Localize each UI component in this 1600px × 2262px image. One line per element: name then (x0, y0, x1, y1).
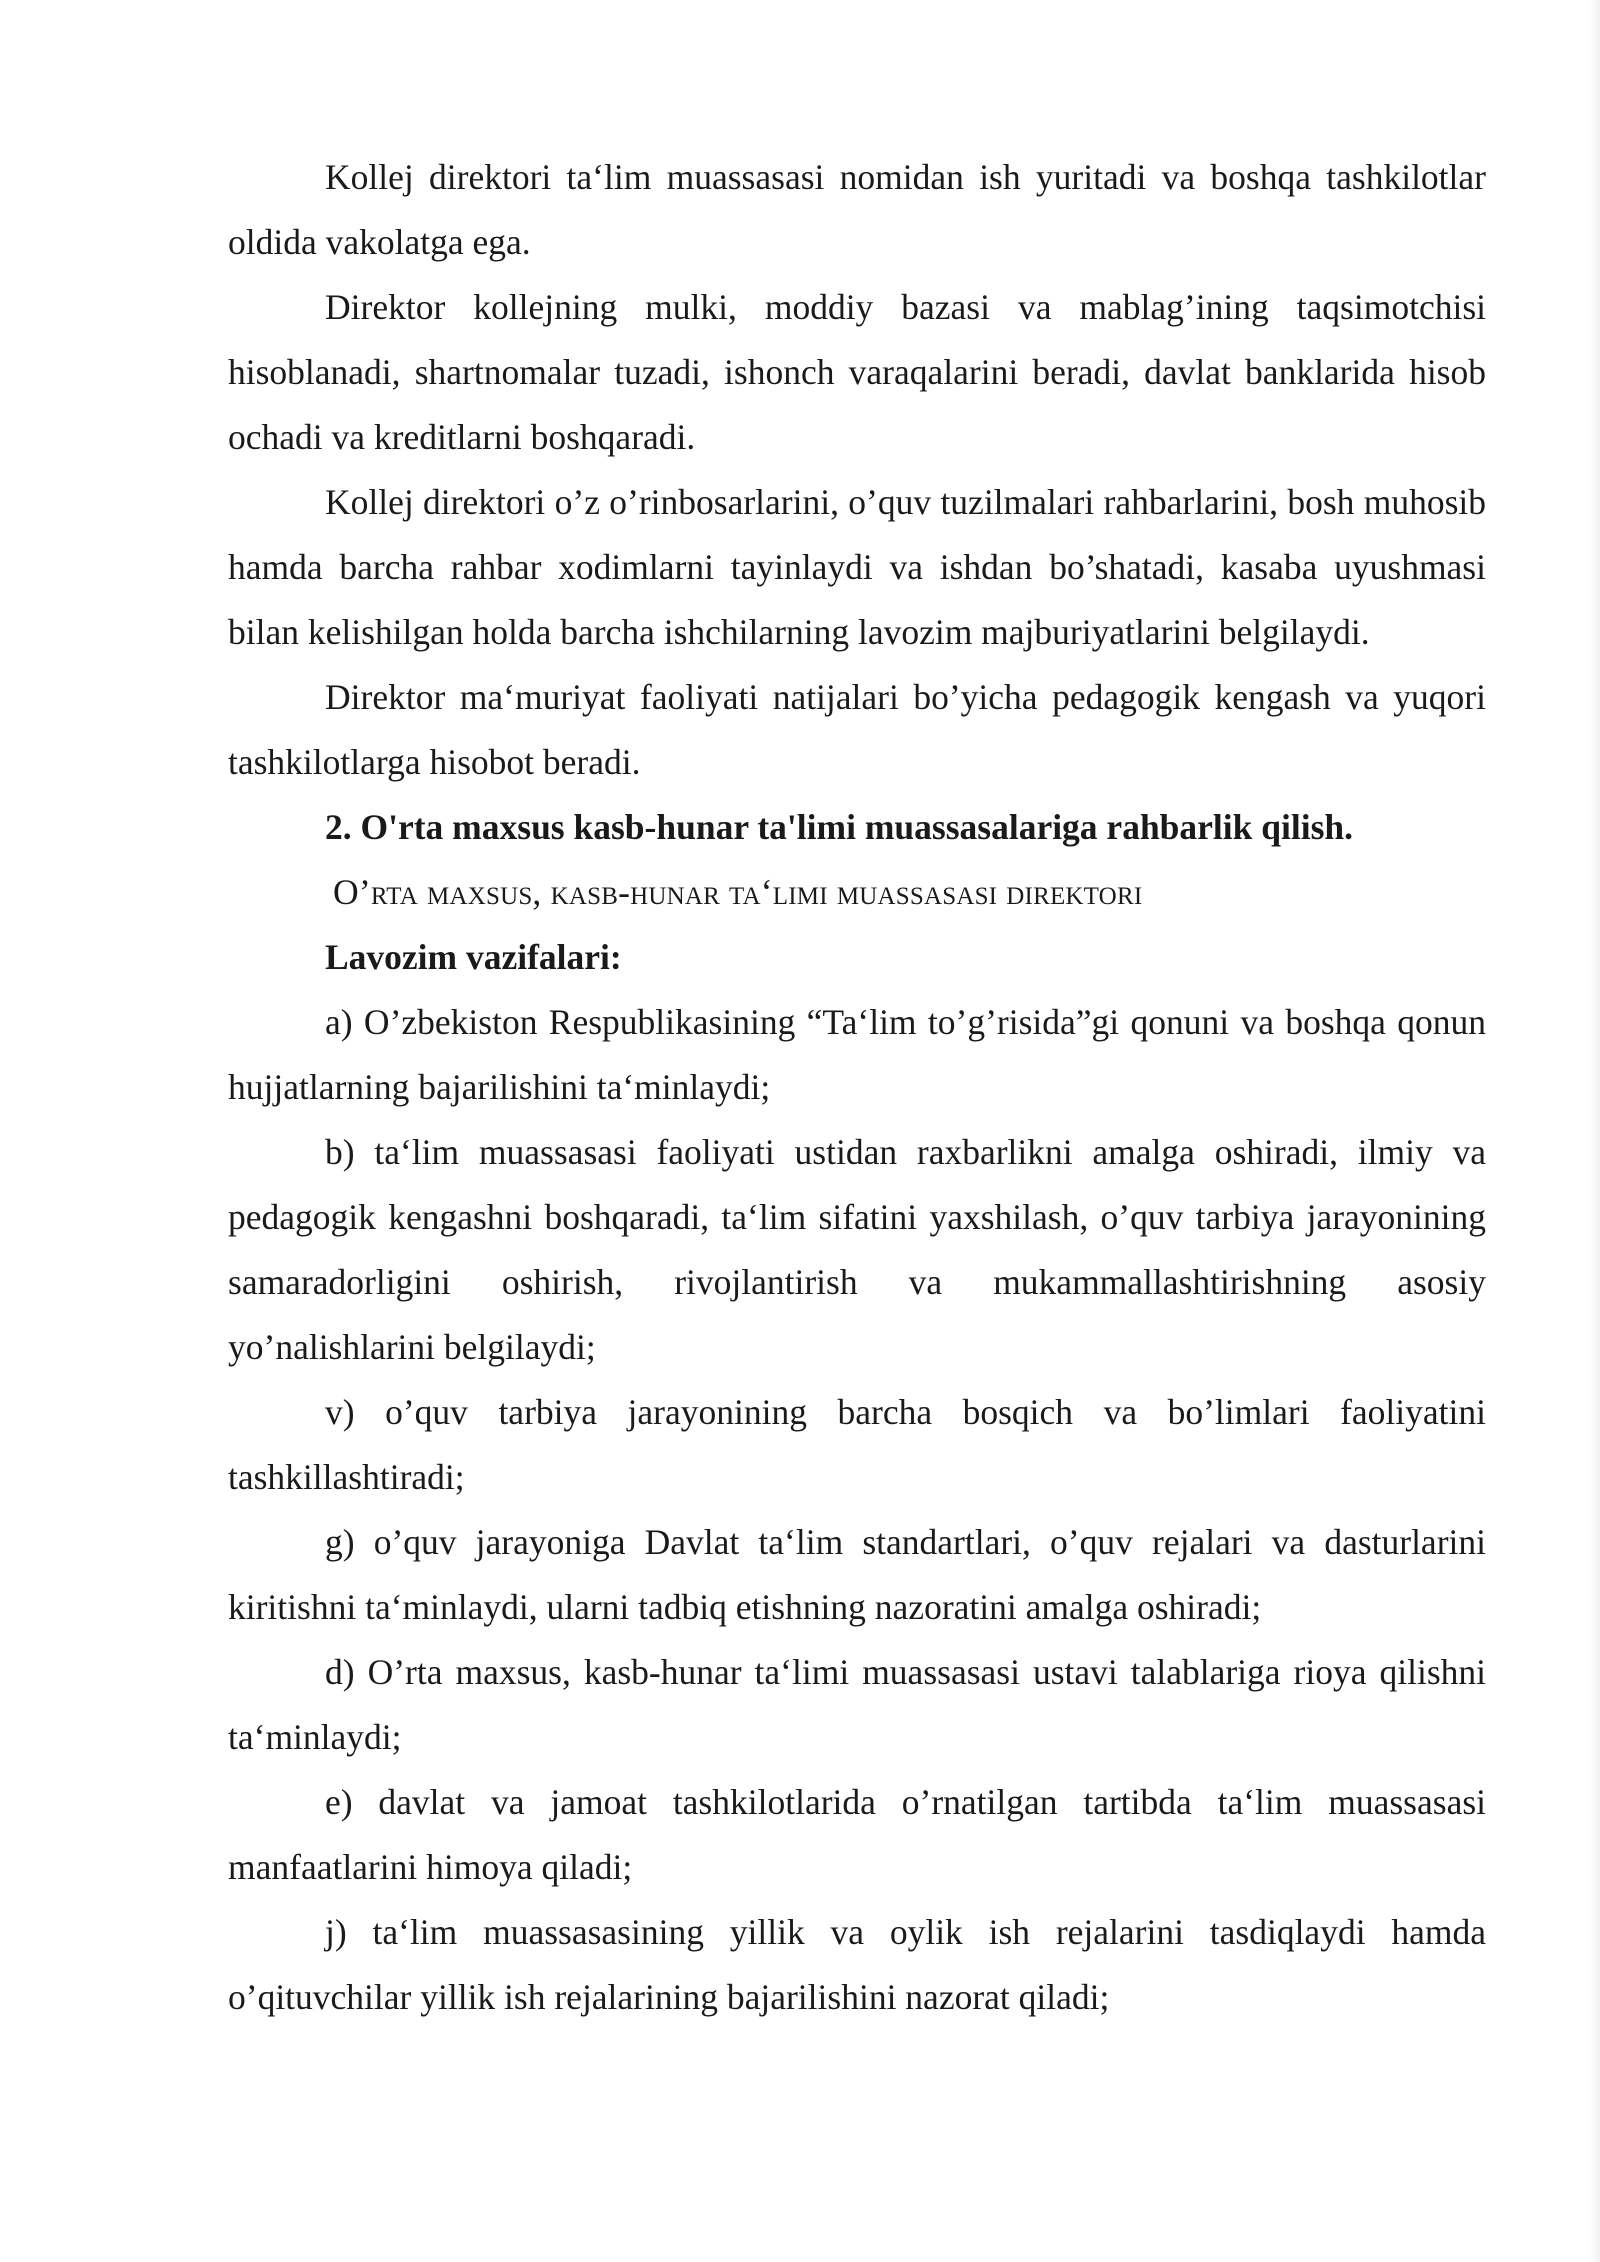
duty-item-e: e) davlat va jamoat tashkilotlarida o’rnatilgan tartibda ta‘lim muassasasi manfaatlarini himoya qiladi; (228, 1782, 1486, 1887)
duty-item-v: v) o’quv tarbiya jarayonining barcha bosqich va bo’limlari faoliyatini tashkillashtiradi; (228, 1392, 1486, 1497)
paragraph-director-reporting: Direktor ma‘muriyat faoliyati natijalari bo’yicha pedagogik kengash va yuqori tashkilotlarga hisobot beradi. (228, 677, 1486, 782)
page-edge-shadow (1590, 0, 1600, 2262)
duty-item-g: g) o’quv jarayoniga Davlat ta‘lim standartlari, o’quv rejalari va dasturlarini kiritishni ta‘minlaydi, ularni tadbiq etishning nazoratini amalga oshiradi; (228, 1522, 1486, 1627)
duty-item-j: j) ta‘lim muassasasining yillik va oylik ish rejalarini tasdiqlaydi hamda o’qituvchilar yillik ish rejalarining bajarilishini nazorat qiladi; (228, 1912, 1486, 2017)
duty-item-d: d) O’rta maxsus, kasb-hunar ta‘limi muassasasi ustavi talablariga rioya qilishni ta‘minlaydi; (228, 1652, 1486, 1757)
section-heading: 2. O'rta maxsus kasb-hunar ta'limi muassasalariga rahbarlik qilish. (325, 807, 1354, 847)
caps-heading: O’rta maxsus, kasb-hunar ta‘limi muassasasi direktori (333, 872, 1143, 912)
document-body (228, 145, 1486, 2030)
duty-item-a: a) O’zbekiston Respublikasining “Ta‘lim to’g’risida”gi qonuni va boshqa qonun hujjatlarning bajarilishini ta‘minlaydi; (228, 1002, 1486, 1107)
paragraph-director-appointments: Kollej direktori o’z o’rinbosarlarini, o’quv tuzilmalari rahbarlarini, bosh muhosib hamda barcha rahbar xodimlarni tayinlaydi va ishdan bo’shatadi, kasaba uyushmasi bilan kelishilgan holda barcha ishchilarning lavozim majburiyatlarini belgilaydi. (228, 482, 1486, 652)
duty-item-b: b) ta‘lim muassasasi faoliyati ustidan raxbarlikni amalga oshiradi, ilmiy va pedagogik kengashni boshqaradi, ta‘lim sifatini yaxshilash, o’quv tarbiya jarayonining samaradorligini oshirish, rivojlantirish va mukammallashtirishning asosiy yo’nalishlarini belgilaydi; (228, 1132, 1486, 1367)
duties-heading: Lavozim vazifalari: (325, 937, 622, 977)
paragraph-director-property: Direktor kollejning mulki, moddiy bazasi va mablag’ining taqsimotchisi hisoblanadi, shartnomalar tuzadi, ishonch varaqalarini beradi, davlat banklarida hisob ochadi va kreditlarni boshqaradi. (228, 287, 1486, 457)
paragraph-director-representation: Kollej direktori ta‘lim muassasasi nomidan ish yuritadi va boshqa tashkilotlar oldida vakolatga ega. (228, 157, 1486, 262)
